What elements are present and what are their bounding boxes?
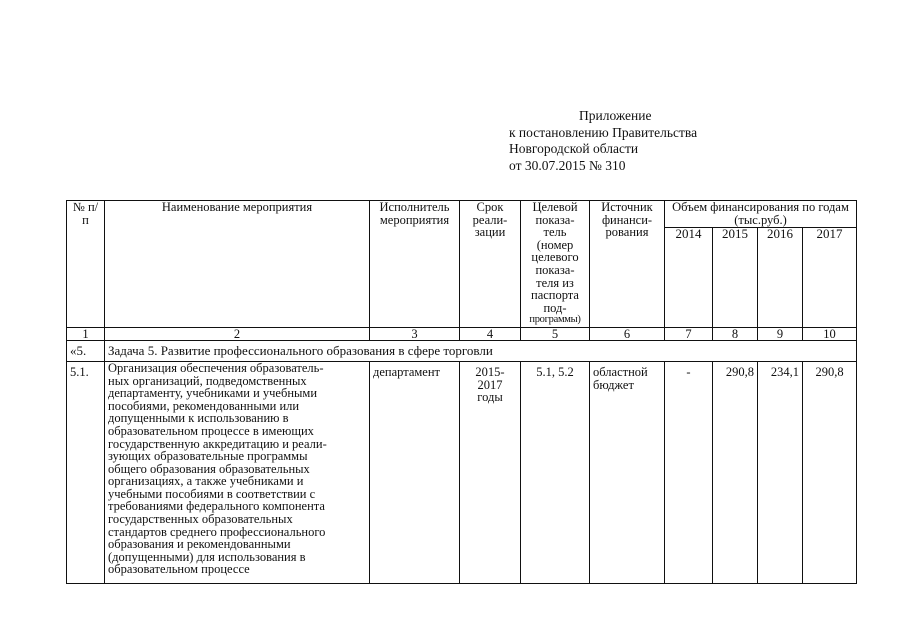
header-appendix: Приложение	[579, 108, 652, 123]
col-number: 7	[665, 327, 713, 340]
header-date: от 30.07.2015 № 310	[509, 157, 626, 173]
col-header-num: № п/п	[67, 201, 105, 328]
header-region: Новгородской области	[509, 141, 639, 156]
col-number: 9	[758, 327, 803, 340]
decree-header	[509, 108, 697, 174]
row-2014: -	[665, 361, 713, 583]
header-decree: к постановлению Правительства	[509, 124, 698, 140]
funding-table	[66, 200, 857, 584]
header-row-top	[67, 201, 857, 228]
col-header-name: Наименование мероприятия	[105, 201, 370, 328]
col-number: 5	[521, 327, 590, 340]
col-header-target: Целевой показа- тель (номер целевого показа- теля из паспорта под- программы)	[521, 201, 590, 328]
row-2015: 290,8	[713, 361, 758, 583]
column-number-row	[67, 327, 857, 340]
task-title: Задача 5. Развитие профессионального образования в сфере торговли	[105, 340, 857, 361]
row-term: 2015- 2017 годы	[460, 361, 521, 583]
row-num: 5.1.	[67, 361, 105, 583]
table-row	[67, 361, 857, 583]
row-2016: 234,1	[758, 361, 803, 583]
col-header-funding: Объем финансирования по годам (тыс.руб.)	[665, 201, 857, 228]
row-executor: департамент	[370, 361, 460, 583]
col-number: 8	[713, 327, 758, 340]
col-header-2017: 2017	[803, 228, 857, 328]
row-target: 5.1, 5.2	[521, 361, 590, 583]
row-name: Организация обеспечения образователь- ных организаций, подведомственных департаменту, учебниками и учебными пособиями, рекомендованными или допущенными к использованию в образовательном процессе в имеющих государственную аккредитацию и реали- зующих образовательные программы общего образования образовательных организациях, а также учебниками и учебными пособиями в соответствии с требованиями федерального компонента государственных образовательных стандартов среднего профессионального образования и рекомендованными (допущенными) для использования в образовательном процессе	[105, 361, 370, 583]
col-number: 10	[803, 327, 857, 340]
task-num: «5.	[67, 340, 105, 361]
col-header-2015: 2015	[713, 228, 758, 328]
col-header-executor: Исполнитель мероприятия	[370, 201, 460, 328]
col-number: 4	[460, 327, 521, 340]
col-header-2014: 2014	[665, 228, 713, 328]
col-number: 1	[67, 327, 105, 340]
row-2017: 290,8	[803, 361, 857, 583]
col-number: 2	[105, 327, 370, 340]
col-number: 3	[370, 327, 460, 340]
col-header-source: Источник финанси-рования	[590, 201, 665, 328]
task-row	[67, 340, 857, 361]
col-header-term: Срок реали-зации	[460, 201, 521, 328]
col-number: 6	[590, 327, 665, 340]
row-source: областной бюджет	[590, 361, 665, 583]
col-header-2016: 2016	[758, 228, 803, 328]
